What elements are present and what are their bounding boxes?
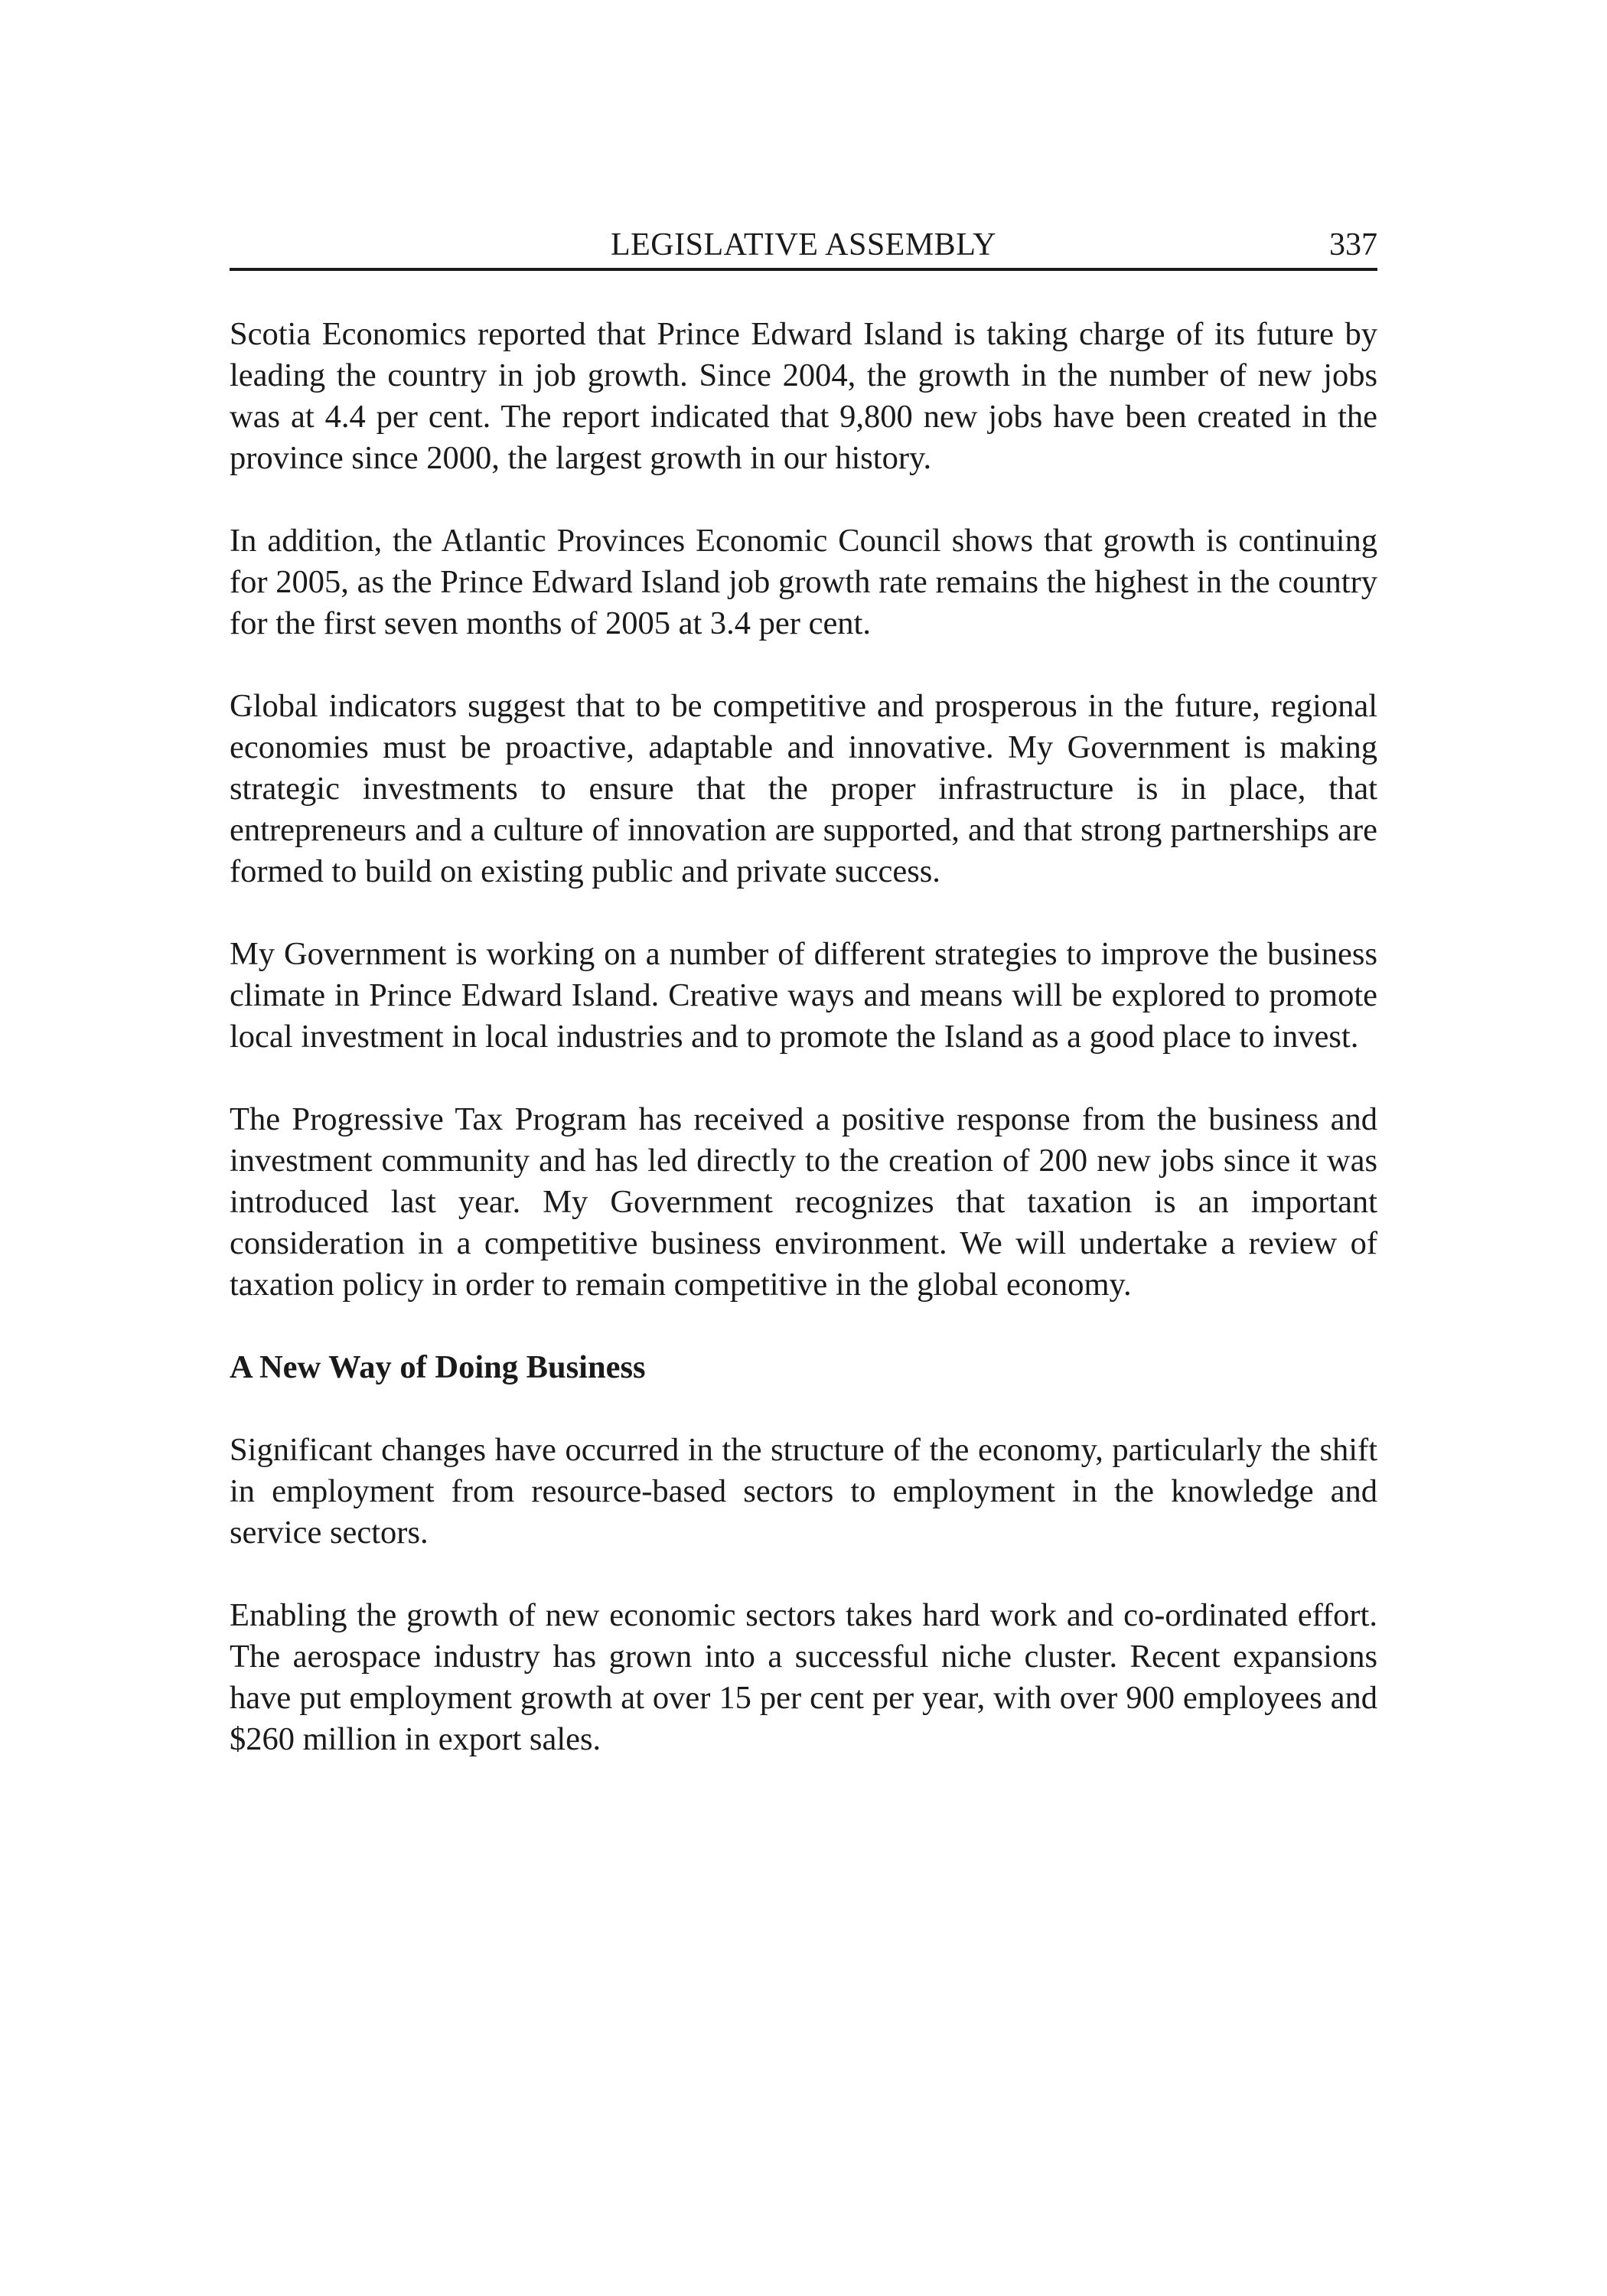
paragraph-global-indicators: Global indicators suggest that to be competitive and prosperous in the future, regional economies must be proactive, adaptable and innovative. My Government is making strategic investments to ensure that the proper infrastructure is in place, that entrepreneurs and a culture of innovation are supported, and that strong partnerships are formed to build on existing public and private success. — [230, 688, 1377, 889]
paragraph-job-growth: Scotia Economics reported that Prince Edward Island is taking charge of its future by leading the country in job growth. Since 2004, the growth in the number of new jobs was at 4.4 per cent. The report indicated that 9,800 new jobs have been created in the province since 2000, the largest growth in our history. — [230, 316, 1377, 476]
paragraph-progressive-tax: The Progressive Tax Program has received a positive response from the business and investment community and has led directly to the creation of 200 new jobs since it was introduced last year. My Government recognizes that taxation is an important consideration in a competitive business environment. We will undertake a review of taxation policy in order to remain competitive in the global economy. — [230, 1101, 1377, 1303]
paragraph-business-climate: My Government is working on a number of different strategies to improve the business climate in Prince Edward Island. Creative ways and means will be explored to promote local investment in local industries and to promote the Island as a good place to invest. — [230, 936, 1377, 1055]
body-text — [230, 314, 1377, 1802]
paragraph-economic-structure: Significant changes have occurred in the structure of the economy, particularly the shift in employment from resource-based sectors to employment in the knowledge and service sectors. — [230, 1432, 1377, 1551]
page-number: 337 — [1329, 227, 1377, 263]
section-heading: A New Way of Doing Business — [230, 1349, 646, 1385]
header-title: LEGISLATIVE ASSEMBLY — [611, 227, 996, 263]
document-page — [230, 0, 1377, 2296]
paragraph-atlantic-council: In addition, the Atlantic Provinces Economic Council shows that growth is continuing for 2005, as the Prince Edward Island job growth rate remains the highest in the country for the first seven months of 2005 at 3.4 per cent. — [230, 523, 1377, 641]
paragraph-aerospace: Enabling the growth of new economic sectors takes hard work and co-ordinated effort. The aerospace industry has grown into a successful niche cluster. Recent expansions have put employment growth at over 15 per cent per year, with over 900 employees and $260 million in export sales. — [230, 1597, 1377, 1757]
running-header — [230, 223, 1377, 271]
